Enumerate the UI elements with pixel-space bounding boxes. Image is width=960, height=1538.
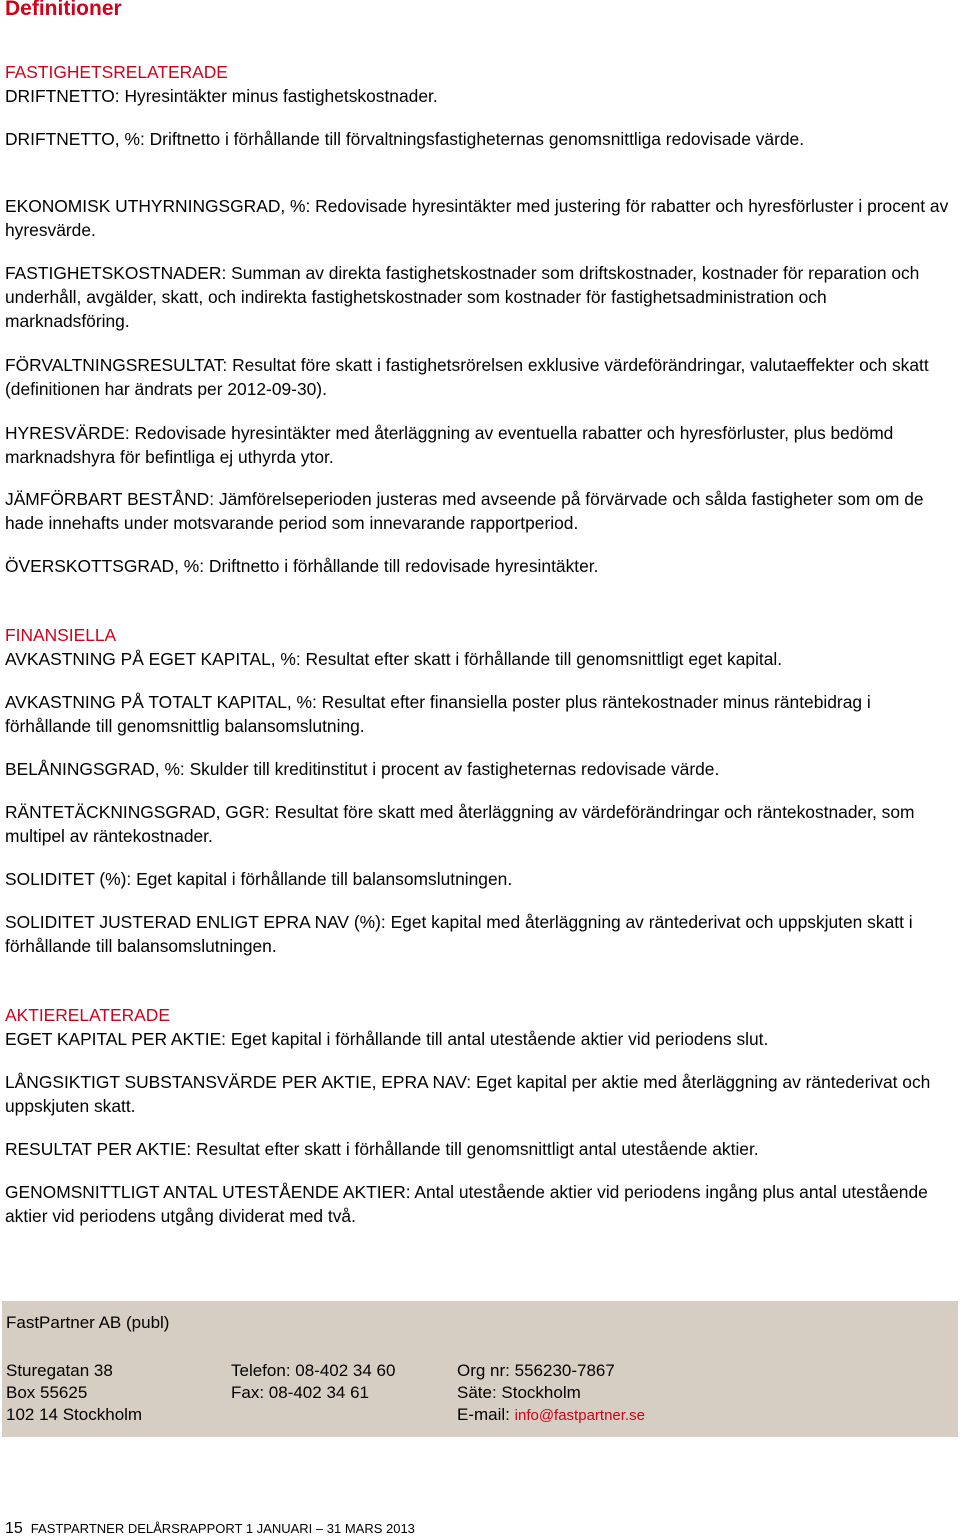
page-footer bbox=[5, 1520, 415, 1538]
definition-rantetackningsgrad: RÄNTETÄCKNINGSGRAD, GGR: Resultat före skatt med återläggning av värdeförändringar och räntekostnader, som multipel av räntekostnader. bbox=[5, 802, 915, 846]
definition-genomsnittligt-antal: GENOMSNITTLIGT ANTAL UTESTÅENDE AKTIER: Antal utestående aktier vid periodens ingång plus antal utestående aktier vid periodens utgång dividerat med två. bbox=[5, 1182, 928, 1226]
definition-avkastning-eget-kapital: AVKASTNING PÅ EGET KAPITAL, %: Resultat efter skatt i förhållande till genomsnittligt eget kapital. bbox=[5, 649, 783, 669]
org-column bbox=[457, 1360, 645, 1427]
address-box: Box 55625 bbox=[6, 1383, 88, 1402]
section-heading: AKTIERELATERADE bbox=[5, 1005, 170, 1025]
email-link[interactable]: info@fastpartner.se bbox=[514, 1407, 645, 1424]
definition-avkastning-totalt-kapital: AVKASTNING PÅ TOTALT KAPITAL, %: Resultat efter finansiella poster plus räntekostnader minus räntebidrag i förhållande till genomsnittlig balansomslutning. bbox=[5, 692, 871, 736]
contact-column bbox=[231, 1360, 395, 1404]
section-aktierelaterade bbox=[5, 1003, 955, 1051]
definition-eget-kapital-per-aktie: EGET KAPITAL PER AKTIE: Eget kapital i förhållande till antal utestående aktier vid periodens slut. bbox=[5, 1029, 769, 1049]
address-city: 102 14 Stockholm bbox=[6, 1405, 143, 1424]
company-name: FastPartner AB (publ) bbox=[6, 1313, 170, 1332]
company-info-box bbox=[2, 1301, 958, 1437]
report-title: FASTPARTNER DELÅRSRAPPORT 1 JANUARI – 31 MARS 2013 bbox=[30, 1521, 415, 1536]
definition-fastighetskostnader: FASTIGHETSKOSTNADER: Summan av direkta fastighetskostnader som driftskostnader, kostnader för reparation och underhåll, avgälder, skatt, och indirekta fastighetskostnader som kostnader för fastighetsadministration och marknadsföring. bbox=[5, 263, 920, 331]
address-column bbox=[6, 1360, 142, 1426]
org-number: Org nr: 556230-7867 bbox=[457, 1361, 615, 1380]
section-fastighetsrelaterade bbox=[5, 60, 955, 108]
seat: Säte: Stockholm bbox=[457, 1383, 581, 1402]
definition-soliditet-epra: SOLIDITET JUSTERAD ENLIGT EPRA NAV (%): Eget kapital med återläggning av räntederivat och uppskjuten skatt i förhållande till balansomslutningen. bbox=[5, 912, 913, 956]
page-title: Definitioner bbox=[5, 0, 122, 20]
definition-ekonomisk-uthyrningsgrad: EKONOMISK UTHYRNINGSGRAD, %: Redovisade hyresintäkter med justering för rabatter och hyresförluster i procent av hyresvärde. bbox=[5, 196, 949, 240]
definition-driftnetto: DRIFTNETTO: Hyresintäkter minus fastighetskostnader. bbox=[5, 86, 438, 106]
definition-soliditet: SOLIDITET (%): Eget kapital i förhållande till balansomslutningen. bbox=[5, 869, 513, 889]
fax: Fax: 08-402 34 61 bbox=[231, 1383, 369, 1402]
definition-driftnetto-pct: DRIFTNETTO, %: Driftnetto i förhållande till förvaltningsfastigheternas genomsnittliga redovisade värde. bbox=[5, 129, 805, 149]
email-label: E-mail: bbox=[457, 1405, 510, 1424]
definition-overskottsgrad: ÖVERSKOTTSGRAD, %: Driftnetto i förhållande till redovisade hyresintäkter. bbox=[5, 556, 599, 576]
email-row bbox=[457, 1404, 645, 1427]
definition-belaningsgrad: BELÅNINGSGRAD, %: Skulder till kreditinstitut i procent av fastigheternas redovisade värde. bbox=[5, 759, 720, 779]
page-number: 15 bbox=[5, 1520, 23, 1537]
definition-resultat-per-aktie: RESULTAT PER AKTIE: Resultat efter skatt i förhållande till genomsnittligt antal utestående aktier. bbox=[5, 1139, 759, 1159]
phone: Telefon: 08-402 34 60 bbox=[231, 1361, 396, 1380]
definition-jamforbart-bestand: JÄMFÖRBART BESTÅND: Jämförelseperioden justeras med avseende på förvärvade och sålda fastigheter som om de hade innehafts under motsvarande period som innevarande rapportperiod. bbox=[5, 489, 924, 533]
definition-forvaltningsresultat: FÖRVALTNINGSRESULTAT: Resultat före skatt i fastighetsrörelsen exklusive värdeförändringar, valutaeffekter och skatt (definitionen har ändrats per 2012-09-30). bbox=[5, 355, 929, 399]
definition-hyresvarde: HYRESVÄRDE: Redovisade hyresintäkter med återläggning av eventuella rabatter och hyresförluster, plus bedömd marknadshyra för befintliga ej uthyrda ytor. bbox=[5, 423, 894, 467]
section-heading: FASTIGHETSRELATERADE bbox=[5, 62, 228, 82]
section-heading: FINANSIELLA bbox=[5, 625, 117, 645]
section-finansiella bbox=[5, 623, 955, 671]
address-street: Sturegatan 38 bbox=[6, 1361, 113, 1380]
definition-langsiktigt-substansvarde: LÅNGSIKTIGT SUBSTANSVÄRDE PER AKTIE, EPRA NAV: Eget kapital per aktie med återläggning av räntederivat och uppskjuten skatt. bbox=[5, 1072, 931, 1116]
